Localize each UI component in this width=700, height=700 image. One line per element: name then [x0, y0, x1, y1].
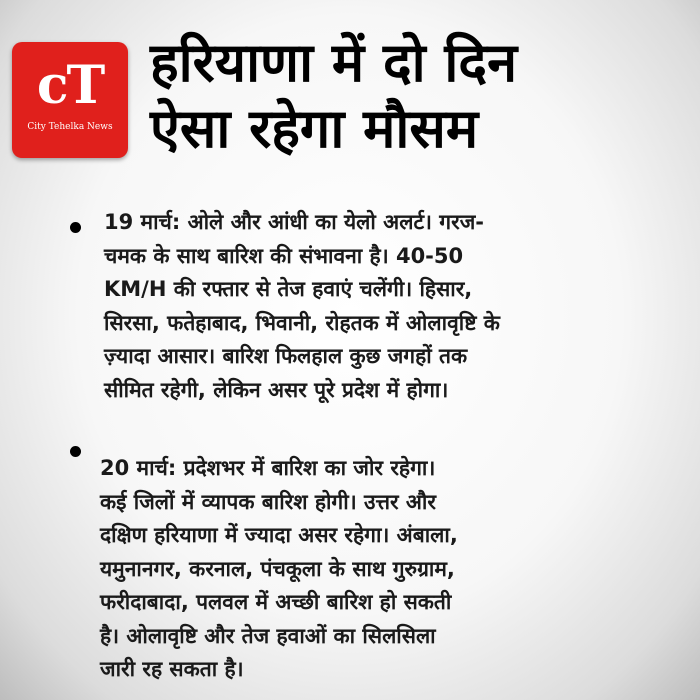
logo-name: City Tehelka News: [27, 122, 113, 132]
headline-line-2: ऐसा रहेगा मौसम: [150, 97, 479, 160]
forecast-line: चमक के साथ बारिश की संभावना है। 40-50: [104, 243, 464, 268]
forecast-item-march-19: [104, 206, 574, 407]
forecast-line: KM/H की रफ्तार से तेज हवाएं चलेंगी। हिसार,: [104, 277, 473, 301]
forecast-line: फरीदाबादा, पलवल में अच्छी बारिश हो सकती: [100, 590, 452, 614]
forecast-line: है। ओलावृष्टि और तेज हवाओं का सिलसिला: [100, 623, 436, 648]
forecast-line: सिरसा, फतेहाबाद, भिवानी, रोहतक में ओलावृष्टि के: [104, 310, 500, 335]
forecast-line: कई जिलों में व्यापक बारिश होगी। उत्तर और: [100, 489, 436, 514]
headline-line-1: हरियाणा में दो दिन: [150, 31, 518, 94]
forecast-line: जारी रह सकता है।: [100, 657, 244, 681]
bullet-icon: [70, 446, 81, 457]
headline: [150, 30, 690, 162]
forecast-line: सीमित रहेगी, लेकिन असर पूरे प्रदेश में होगा।: [104, 377, 449, 402]
city-tehelka-logo: [12, 42, 128, 158]
forecast-line: 20 मार्च: प्रदेशभर में बारिश का जोर रहेगा।: [100, 456, 436, 480]
forecast-line: ज़्यादा आसार। बारिश फिलहाल कुछ जगहों तक: [104, 344, 468, 368]
logo-mark: cT: [36, 55, 104, 116]
bullet-icon: [70, 222, 81, 233]
forecast-line: दक्षिण हरियाणा में ज्यादा असर रहेगा। अंबाला,: [100, 523, 458, 547]
forecast-line: यमुनानगर, करनाल, पंचकूला के साथ गुरुग्राम,: [100, 556, 455, 581]
forecast-line: 19 मार्च: ओले और आंधी का येलो अलर्ट। गरज-: [104, 210, 485, 234]
forecast-item-march-20: [100, 452, 570, 687]
